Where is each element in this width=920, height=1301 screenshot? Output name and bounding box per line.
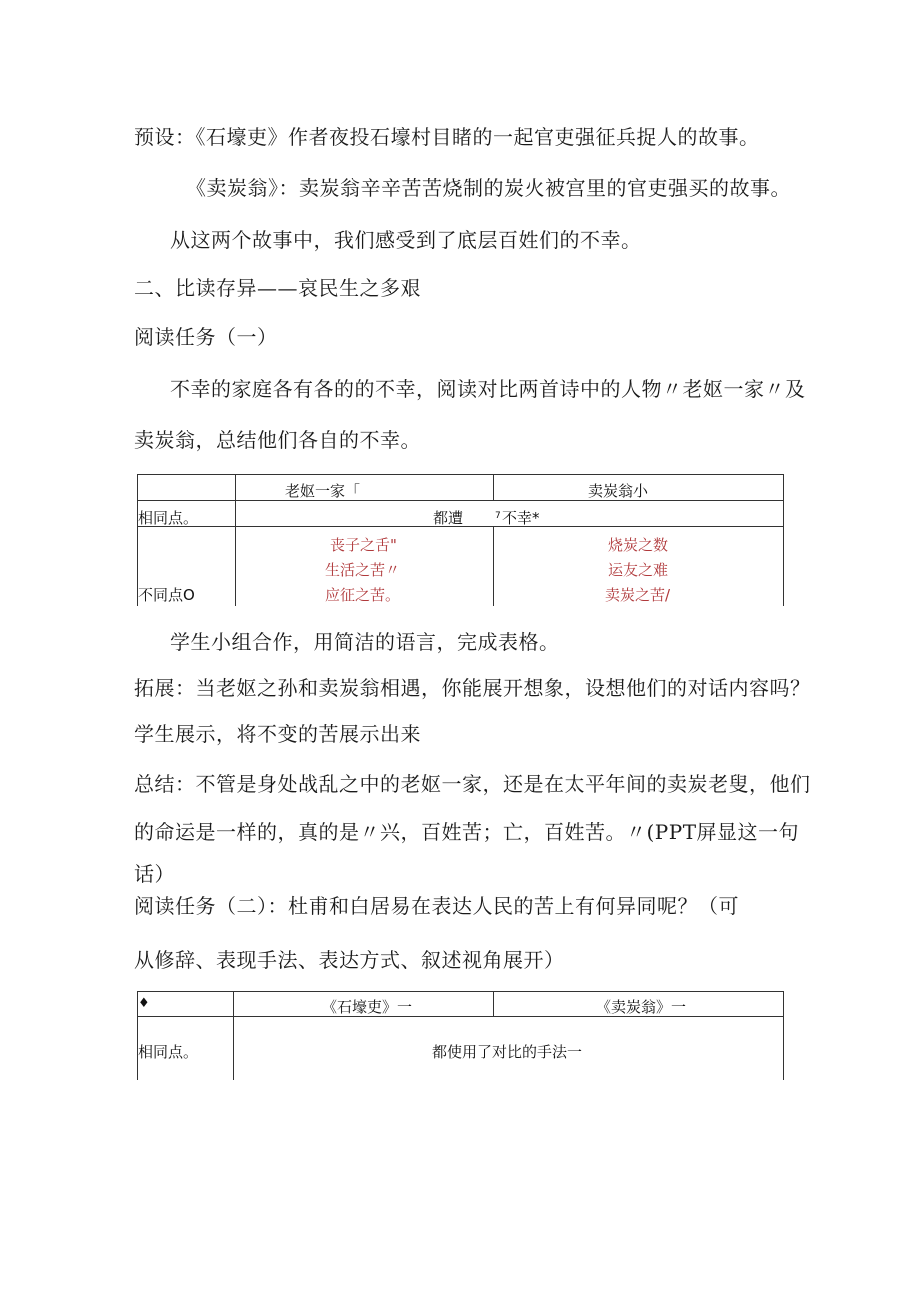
table2-same-text: 都使用了对比的手法一 [432,1043,583,1061]
table1-same-label: 相同点。 [138,509,199,527]
table2-same-label: 相同点。 [138,1043,199,1061]
paragraph-student-show: 学生展示，将不变的苦展示出来 [134,722,421,746]
table2-header-mark: ♦ [138,996,150,1011]
table1-diff-label: 不同点O [138,586,195,604]
paragraph-conclusion-line1: 总结：不管是身处战乱之中的老妪一家，还是在太平年间的卖炭老叟，他们 [134,772,811,796]
reading-task-two-line1: 阅读任务（二）：杜甫和白居易在表达人民的苦上有何异同呢？（可 [134,894,739,918]
paragraph-group-work: 学生小组合作，用简洁的语言，完成表格。 [170,630,560,654]
table1-header-maitanweng: 卖炭翁小 [588,482,649,500]
paragraph-summary-misfortune: 从这两个故事中，我们感受到了底层百姓们的不幸。 [170,228,642,252]
table1-laoyu-item: 丧子之舌" [330,536,397,554]
task-one-line1: 不幸的家庭各有各的的不幸，阅读对比两首诗中的人物〃老妪一家〃及 [170,377,806,401]
table1-same-left: 都遭 [433,509,464,527]
section-heading: 二、比读存异——哀民生之多艰 [134,276,421,300]
reading-task-two-line2: 从修辞、表现手法、表达方式、叙述视角展开） [134,948,565,972]
table1-same-right: 不幸* [502,509,540,527]
table1-maitan-item: 卖炭之苦/ [605,586,671,604]
paragraph-extension: 拓展：当老妪之孙和卖炭翁相遇，你能展开想象，设想他们的对话内容吗？ [134,676,811,700]
reading-task-one: 阅读任务（一） [134,325,278,349]
table1-header-laoyu: 老妪一家「 [285,482,361,500]
paragraph-preset: 预设：《石壕吏》作者夜投石壕村目睹的一起官吏强征兵捉人的故事。 [134,125,760,149]
table1-maitan-item: 烧炭之数 [608,536,669,554]
paragraph-conclusion-line3: 话） [134,862,175,886]
paragraph-maitanweng: 《卖炭翁》：卖炭翁辛辛苦苦烧制的炭火被宫里的官吏强买的故事。 [186,176,791,200]
table2-header-shihaoli: 《石壕吏》一 [322,998,413,1016]
table1-laoyu-item: 生活之苦〃 [325,561,401,579]
paragraph-conclusion-line2: 的命运是一样的，真的是〃兴，百姓苦；亡，百姓苦。〃(PPT屏显这一句 [134,820,800,844]
table2-header-maitanweng: 《卖炭翁》一 [596,998,687,1016]
table1-same-mark: 7 [495,511,501,521]
table1-maitan-item: 运友之难 [608,561,669,579]
table1-laoyu-item: 应征之苦。 [325,586,401,604]
task-one-line2: 卖炭翁，总结他们各自的不幸。 [134,428,421,452]
